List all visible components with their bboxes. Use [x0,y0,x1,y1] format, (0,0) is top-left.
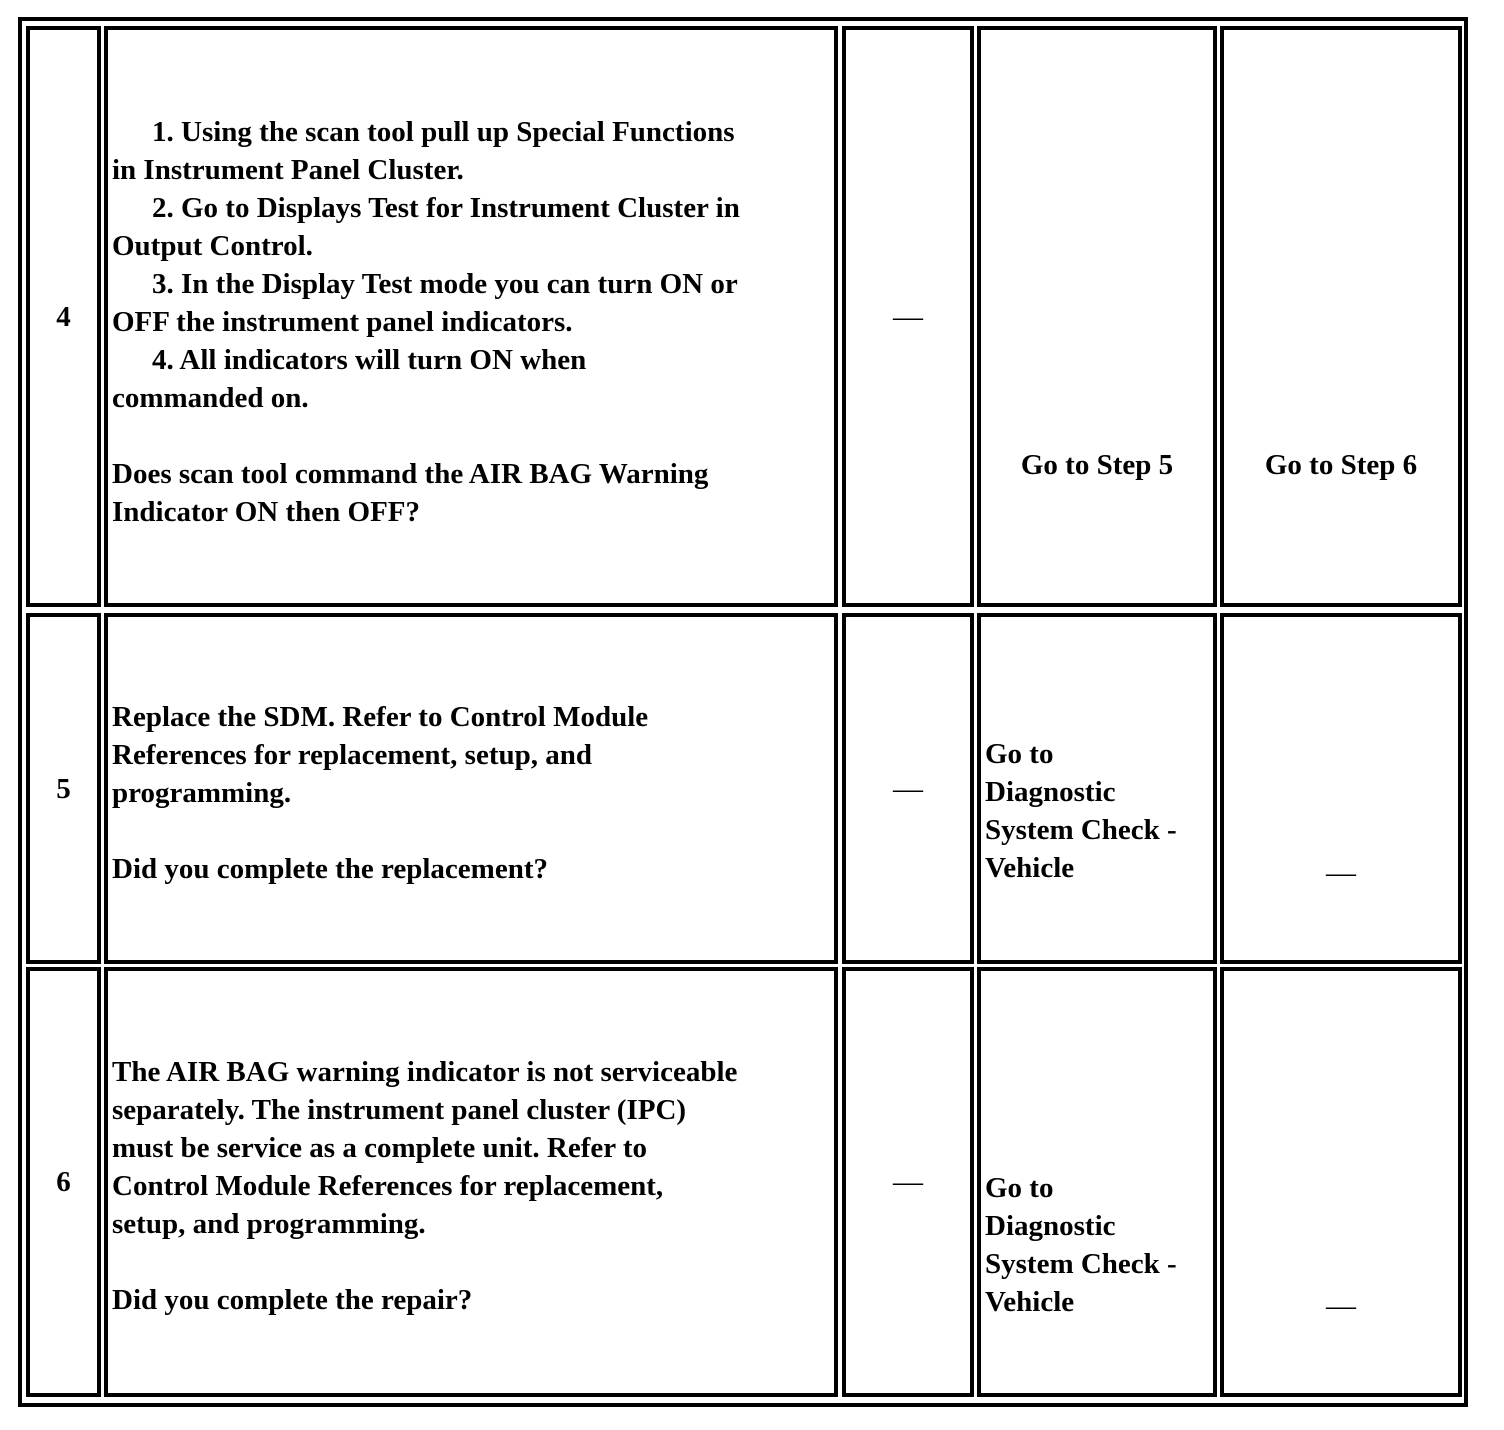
action-blank-line [112,812,834,850]
action-line: The AIR BAG warning indicator is not serviceable [112,1056,738,1088]
value-cell [842,967,974,1397]
action-cell [104,26,838,607]
value-dash: — [893,299,923,333]
action-blank-line [112,1243,834,1281]
no-dash: — [1326,856,1356,889]
action-line: Does scan tool command the AIR BAG Warning [112,457,709,490]
no-dash: — [1326,1289,1356,1322]
step-number-cell [26,967,101,1397]
action-line: References for replacement, setup, and [112,738,593,771]
action-line: Indicator ON then OFF? [112,495,420,528]
step-number-cell [26,613,101,964]
action-line: setup, and programming. [112,1208,426,1240]
action-line: 3. In the Display Test mode you can turn ON or [152,267,738,300]
action-blank-line [112,417,834,455]
action-line: Replace the SDM. Refer to Control Module [112,700,649,733]
action-line: in Instrument Panel Cluster. [112,153,464,186]
yes-link-line[interactable]: System Check - [985,1248,1177,1280]
action-line: 4. All indicators will turn ON when [152,343,587,376]
action-line: Control Module References for replacement, [112,1170,664,1202]
action-line: 2. Go to Displays Test for Instrument Cluster in [152,191,740,224]
yes-link-line[interactable]: Go to [985,1172,1054,1204]
value-cell [842,613,974,964]
no-cell [1220,613,1462,964]
action-line: programming. [112,776,292,809]
action-cell [104,613,838,964]
yes-link-line[interactable]: Vehicle [985,852,1075,884]
action-line: commanded on. [112,381,309,414]
yes-cell [977,967,1217,1397]
action-line: must be service as a complete unit. Refer to [112,1132,648,1164]
action-line: Did you complete the replacement? [112,852,548,885]
yes-link-line[interactable]: System Check - [985,814,1177,846]
action-line: Output Control. [112,229,313,262]
yes-link-line[interactable]: Diagnostic [985,776,1116,808]
no-cell [1220,967,1462,1397]
step-number: 5 [56,772,71,805]
yes-link-line[interactable]: Vehicle [985,1286,1075,1318]
action-line: OFF the instrument panel indicators. [112,305,573,338]
step-number: 6 [56,1166,71,1198]
action-line: separately. The instrument panel cluster (IPC) [112,1094,687,1126]
value-dash: — [893,1165,923,1198]
step-number: 4 [56,300,71,333]
no-cell [1220,26,1462,607]
action-line: 1. Using the scan tool pull up Special Functions [152,115,735,148]
action-cell [104,967,838,1397]
value-dash: — [893,771,923,805]
yes-cell [977,613,1217,964]
yes-link-line[interactable]: Diagnostic [985,1210,1116,1242]
yes-link-line[interactable]: Go to [985,738,1054,770]
step-number-cell [26,26,101,607]
value-cell [842,26,974,607]
yes-cell [977,26,1217,607]
action-line: Did you complete the repair? [112,1284,473,1316]
yes-link[interactable]: Go to Step 5 [1020,449,1174,481]
no-link[interactable]: Go to Step 6 [1264,449,1418,481]
